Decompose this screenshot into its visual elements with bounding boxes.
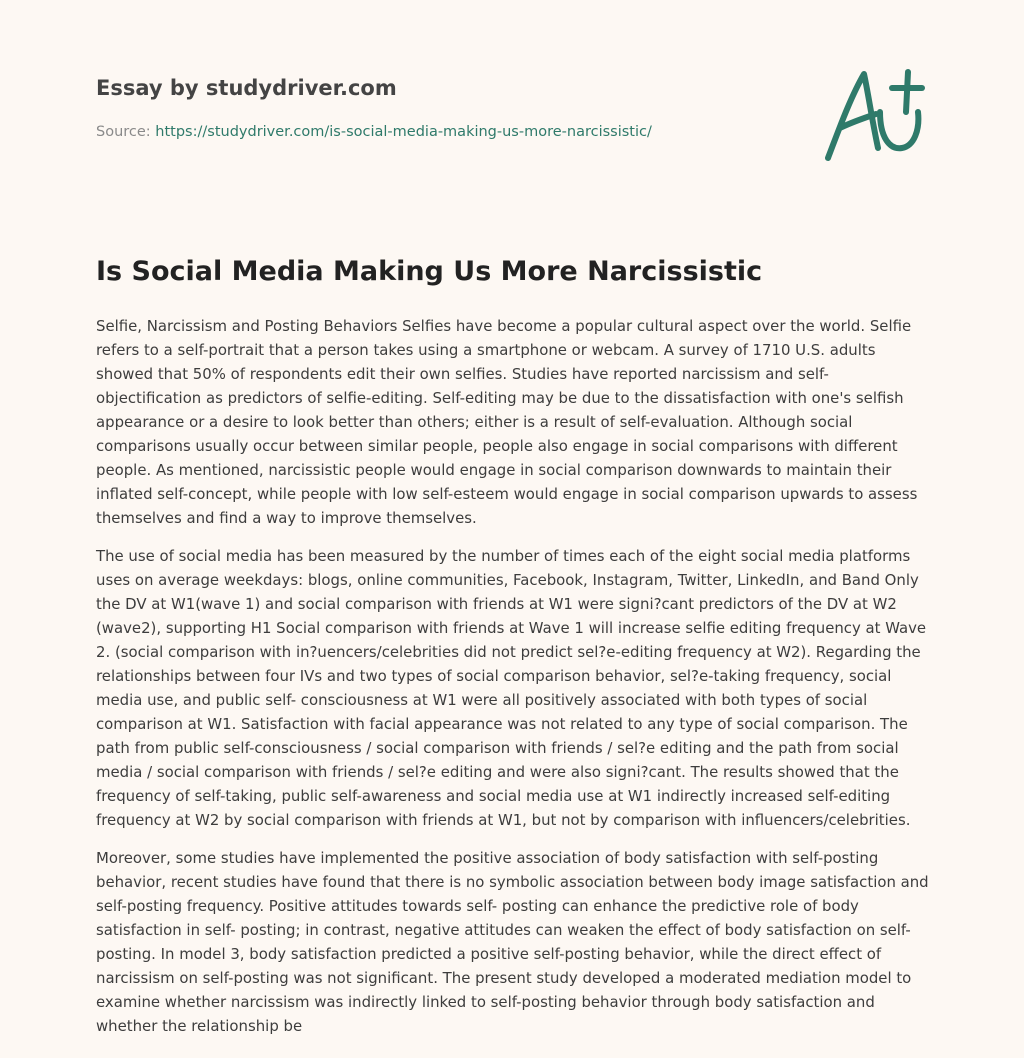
paragraph: Selfie, Narcissism and Posting Behaviors Selfies have become a popular cultural aspect over the world. Selfie refers to a self-portrait that a person takes using a smartphone or webcam. A survey of 1710 U.S. adults showed that 50% of respondents edit their own selfies. Studies have reported narcissism and self-objectification as predictors of selfie-editing. Self-editing may be due to the dissatisfaction with one's selfish appearance or a desire to look better than others; either is a result of self-evaluation. Although social comparisons usually occur between similar people, people also engage in social comparisons with different people. As mentioned, narcissistic people would engage in social comparison downwards to maintain their inflated self-concept, while people with low self-esteem would engage in social comparison upwards to assess themselves and find a way to improve themselves. [96,317,918,527]
source-link[interactable]: https://studydriver.com/is-social-media-making-us-more-narcissistic/ [155,124,652,140]
a-plus-logo-icon [818,62,928,166]
source-line [96,124,652,140]
source-label: Source: [96,124,151,140]
paragraph: Moreover, some studies have implemented the positive association of body satisfaction with self-posting behavior, recent studies have found that there is no symbolic association between body image satisfaction and self-posting frequency. Positive attitudes towards self- posting can enhance the predictive role of body satisfaction in self- posting; in contrast, negative attitudes can weaken the effect of body satisfaction on self-posting. In model 3, body satisfaction predicted a positive self-posting behavior, while the direct effect of narcissism on self-posting was not significant. The present study developed a moderated mediation model to examine whether narcissism was indirectly linked to self-posting behavior through body satisfaction and whether the relationship be [96,849,929,1035]
article-body [96,314,932,1052]
paragraph: The use of social media has been measured by the number of times each of the eight social media platforms uses on average weekdays: blogs, online communities, Facebook, Instagram, Twitter, LinkedIn, and Band Only the DV at W1(wave 1) and social comparison with friends at W1 were signi?cant predictors of the DV at W2 (wave2), supporting H1 Social comparison with friends at Wave 1 will increase selfie editing frequency at Wave 2. (social comparison with in?uencers/celebrities did not predict sel?e-editing frequency at W2). Regarding the relationships between four IVs and two types of social comparison behavior, sel?e-taking frequency, social media use, and public self- consciousness at W1 were all positively associated with both types of social comparison at W1. Satisfaction with facial appearance was not related to any type of social comparison. The path from public self-consciousness / social comparison with friends / sel?e editing and the path from social media / social comparison with friends / sel?e editing and were also signi?cant. The results showed that the frequency of self-taking, public self-awareness and social media use at W1 indirectly increased self-editing frequency at W2 by social comparison with friends at W1, but not by comparison with influencers/celebrities. [96,547,927,829]
site-title: Essay by studydriver.com [96,76,397,100]
article-title: Is Social Media Making Us More Narcissistic [96,256,763,287]
